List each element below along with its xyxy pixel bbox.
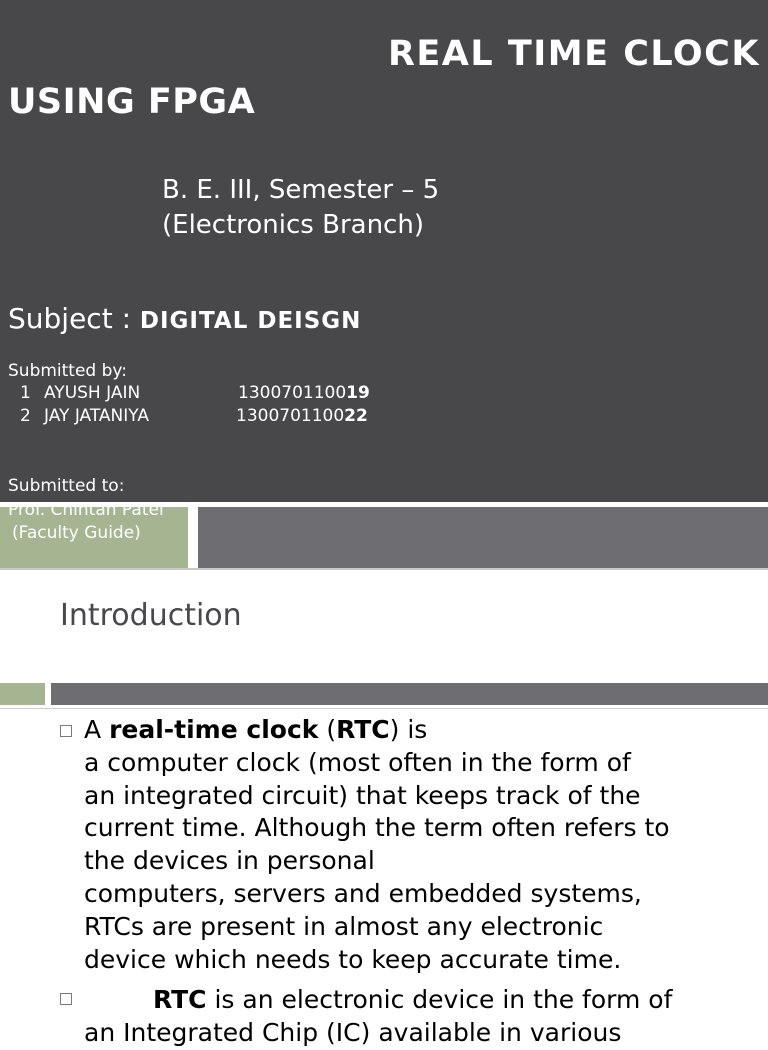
title-line-1: REAL TIME CLOCK: [387, 34, 760, 74]
submitted-by-label: Submitted by:: [8, 361, 127, 381]
bullet-paragraph-1: [84, 714, 754, 976]
text-run: ) is: [389, 715, 428, 744]
paragraph-line: a computer clock (most often in the form of: [84, 747, 631, 777]
paragraph-line: device which needs to keep accurate time.: [84, 944, 622, 974]
paragraph-line: computers, servers and embedded systems,: [84, 878, 642, 908]
paragraph-line: an Integrated Chip (IC) available in various: [84, 1017, 622, 1047]
student-name: AYUSH JAIN: [44, 383, 141, 403]
square-bullet-icon: [60, 993, 72, 1005]
student-id-suffix: 22: [344, 406, 368, 426]
header-rule: [0, 708, 768, 709]
bold-term: RTC: [153, 985, 207, 1014]
student-number: 1: [20, 383, 31, 403]
student-row: [0, 406, 768, 430]
student-number: 2: [20, 406, 31, 426]
student-id-suffix: 19: [346, 383, 370, 403]
student-id: [236, 406, 368, 426]
student-name: JAY JATANIYA: [44, 406, 149, 426]
subject-value: DIGITAL DEISGN: [139, 308, 362, 334]
course-branch: (Electronics Branch): [162, 210, 424, 240]
paragraph-line: [84, 984, 754, 1017]
accent-gray-bar: [51, 683, 768, 705]
paragraph-line: current time. Although the term often refers to: [84, 813, 670, 843]
title-slide: [0, 0, 768, 502]
paragraph-line: an integrated circuit) that keeps track of the: [84, 780, 641, 810]
course-semester: B. E. III, Semester – 5: [162, 175, 440, 205]
square-bullet-icon: [60, 725, 72, 737]
text-run: A: [84, 715, 110, 744]
student-row: [0, 383, 768, 407]
guide-role: (Faculty Guide): [12, 523, 141, 543]
accent-green-block: [0, 683, 45, 705]
bullet-paragraph-2: [84, 984, 754, 1050]
title-line-2: USING FPGA: [8, 82, 256, 122]
student-id: [238, 383, 370, 403]
paragraph-line: RTCs are present in almost any electronic: [84, 911, 604, 941]
student-id-prefix: 1300701100: [236, 406, 345, 426]
guide-name: Prof. Chintan Patel: [8, 500, 164, 520]
student-id-prefix: 1300701100: [238, 383, 347, 403]
slide-title: Introduction: [60, 598, 242, 633]
course-info: [162, 173, 439, 243]
text-run: (: [318, 715, 337, 744]
submitted-to-label: Submitted to:: [8, 476, 125, 496]
paragraph-line: [84, 714, 754, 747]
paragraph-line: the devices in personal: [84, 846, 375, 876]
footer-rule: [0, 568, 768, 570]
bold-term: real-time clock: [109, 715, 319, 744]
bold-term: RTC: [336, 715, 390, 744]
text-run: is an electronic device in the form of: [206, 985, 673, 1014]
guide-box: [0, 500, 188, 568]
footer-gray-band: [198, 507, 768, 568]
subject-line: [8, 302, 361, 335]
subject-label: Subject :: [8, 302, 140, 335]
